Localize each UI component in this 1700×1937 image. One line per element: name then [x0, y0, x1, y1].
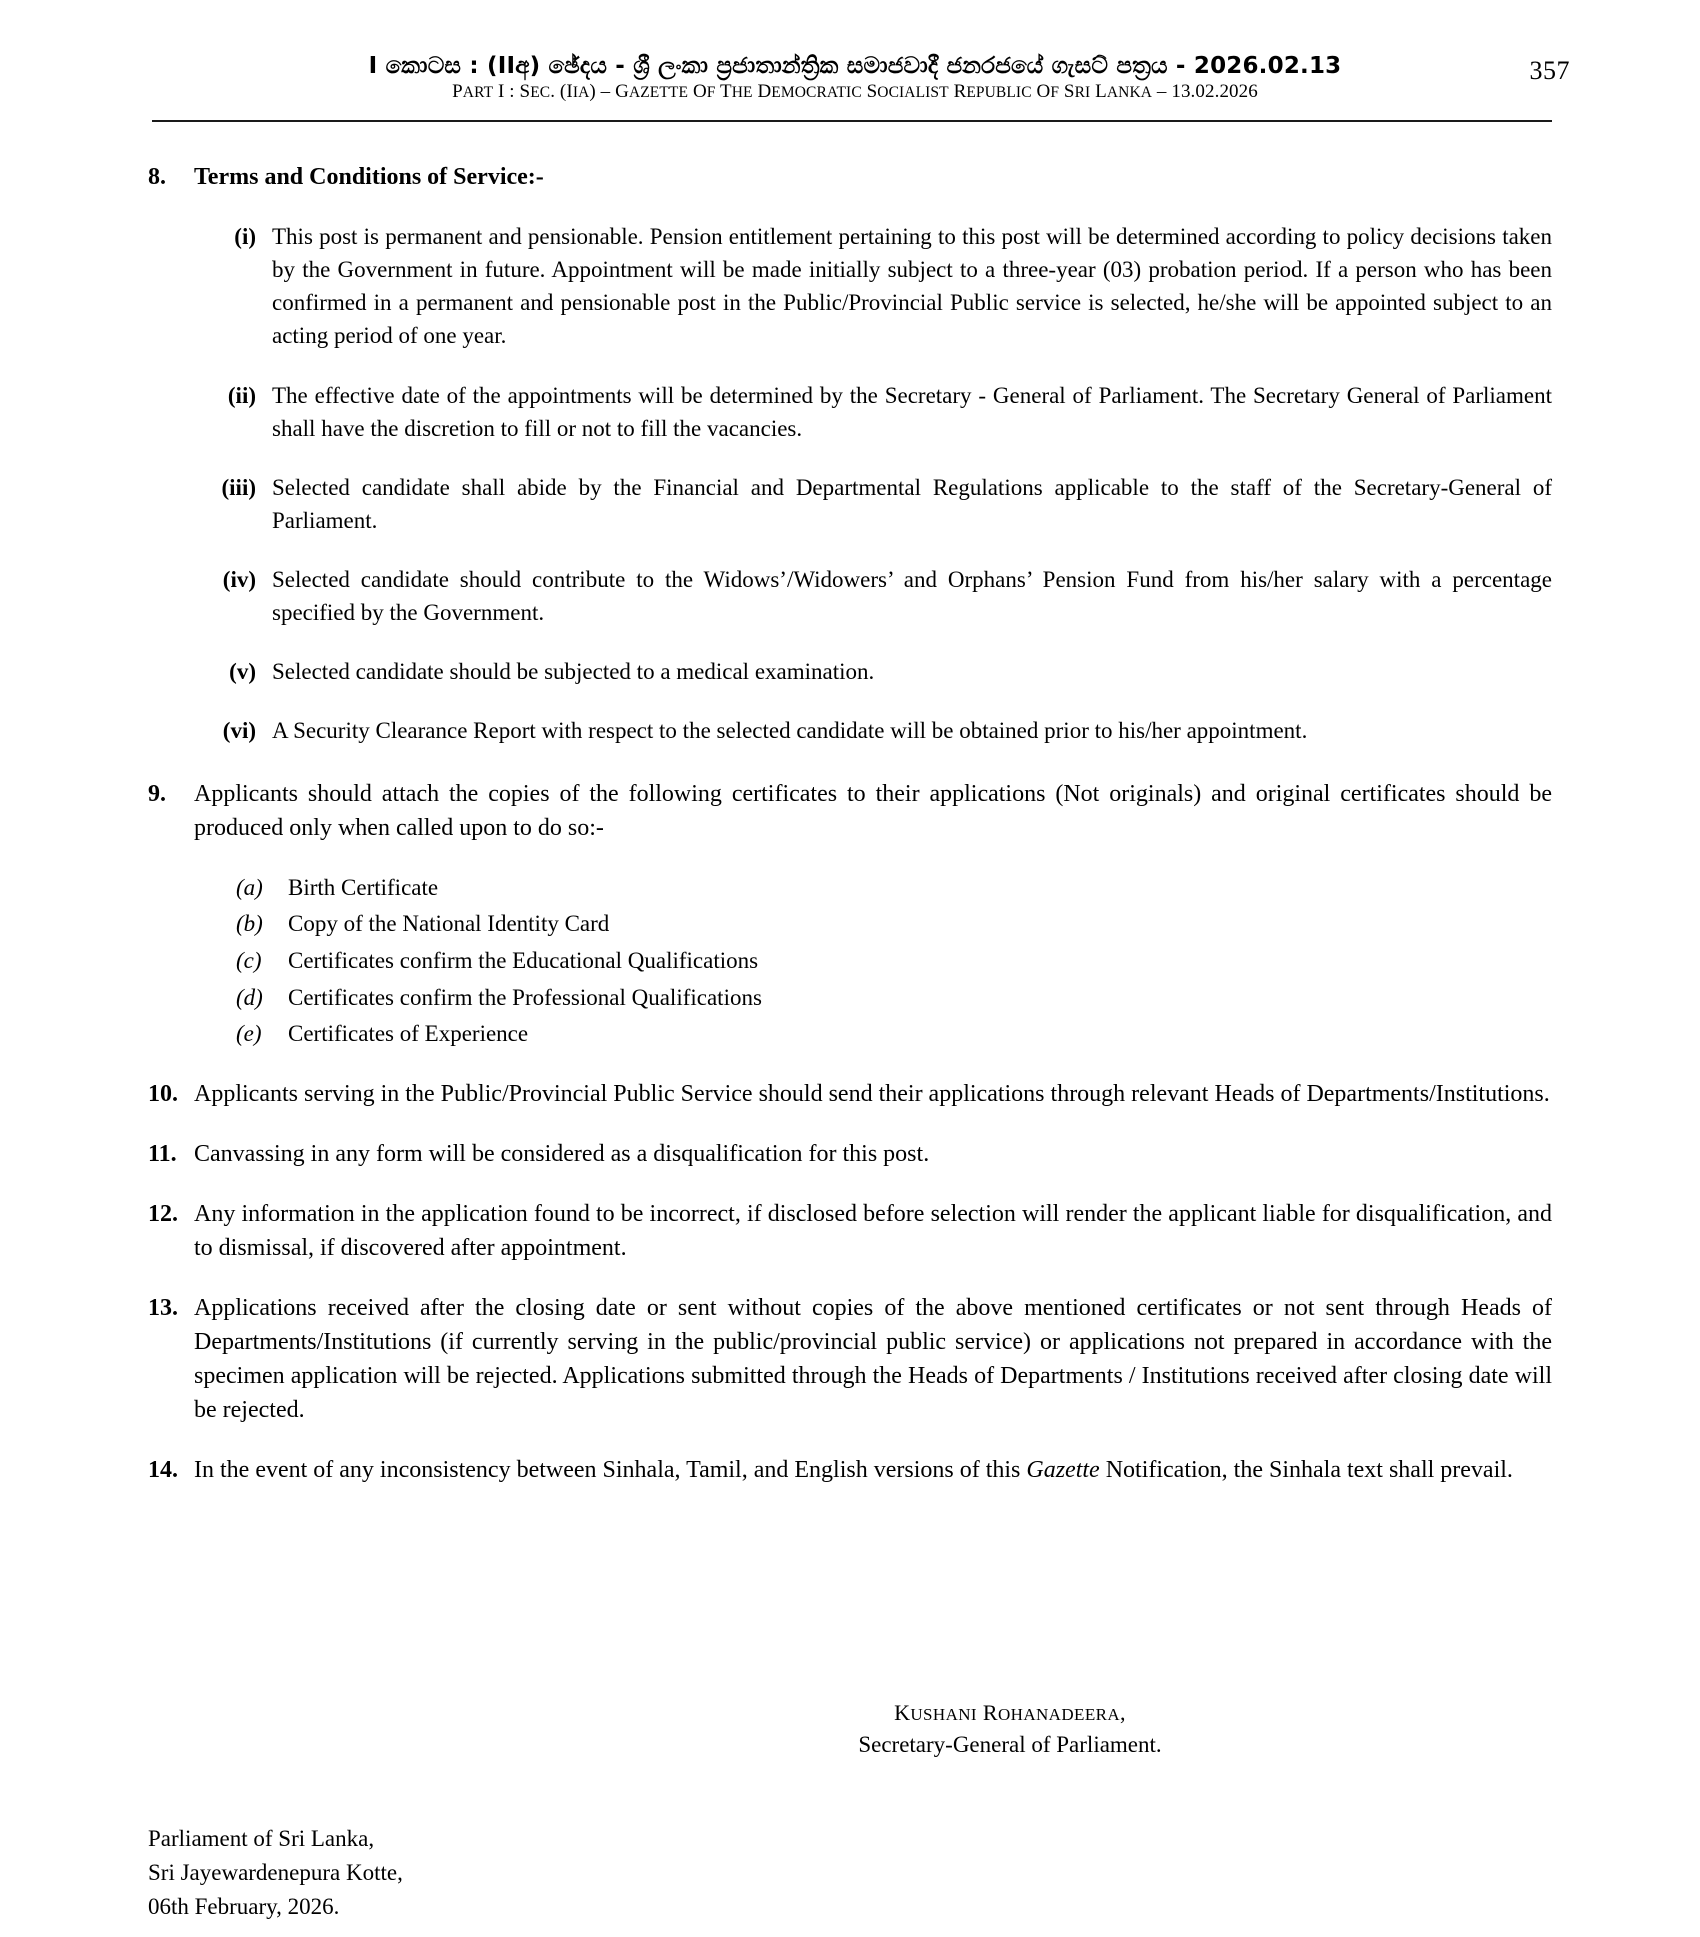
- header-english-title: PART I : SEC. (IIA) – GAZETTE OF THE DEMOCRATIC SOCIALIST REPUBLIC OF SRI LANKA – 13.02.2026: [452, 80, 1258, 102]
- section-11-marker: 11.: [148, 1140, 177, 1167]
- list-item: [236, 872, 1552, 905]
- list-item: [236, 945, 1552, 978]
- section-9-certificate-list: [236, 872, 1552, 1051]
- certificate-b-marker: (b): [236, 911, 263, 937]
- section-8-item-v-text: Selected candidate should be subjected to a medical examination.: [272, 659, 875, 685]
- certificate-c-label: Certificates confirm the Educational Qualifications: [288, 947, 759, 973]
- section-8-item-v-marker: (v): [229, 659, 256, 685]
- certificate-c-marker: (c): [236, 947, 262, 973]
- certificate-b-label: Copy of the National Identity Card: [288, 911, 610, 937]
- footer-line-1: Parliament of Sri Lanka,: [148, 1826, 375, 1851]
- section-9-marker: 9.: [148, 781, 166, 808]
- document-body: [148, 160, 1552, 1514]
- header-divider: [152, 120, 1552, 122]
- section-14-marker: 14.: [148, 1457, 178, 1484]
- section-14-emphasis: Gazette: [1026, 1457, 1100, 1484]
- section-11: [148, 1137, 1552, 1171]
- section-8-item-iv-text: Selected candidate should contribute to the Widows’/Widowers’ and Orphans’ Pension Fund from his/her salary with a percentage specified by the Government.: [272, 566, 1552, 626]
- section-11-text: Canvassing in any form will be considered as a disqualification for this post.: [194, 1140, 930, 1167]
- section-13-text: Applications received after the closing date or sent without copies of the above mentioned certificates or not sent through Heads of Departments/Institutions (if currently serving in the public/provincial public service) or applications not prepared in accordance with the specimen application will be rejected. Applications submitted through the Heads of Departments / Institutions received after closing date will be rejected.: [194, 1295, 1552, 1424]
- section-8-item-ii: [210, 379, 1552, 445]
- footer-address: [148, 1822, 403, 1924]
- list-item: [236, 982, 1552, 1015]
- section-8-title: Terms and Conditions of Service:-: [194, 164, 544, 190]
- section-8-roman-list: [210, 220, 1552, 747]
- header-bottom-row: [150, 81, 1560, 103]
- list-item: [236, 1018, 1552, 1051]
- section-8-item-vi: [210, 714, 1552, 747]
- signatory-name: KUSHANI ROHANADEERA,: [894, 1700, 1126, 1725]
- section-12-text: Any information in the application found to be incorrect, if disclosed before selection will render the applicant liable for disqualification, and to dismissal, if discovered after appointment.: [194, 1200, 1552, 1262]
- list-item: [236, 908, 1552, 941]
- section-10-text: Applicants serving in the Public/Provincial Public Service should send their applications through relevant Heads of Departments/Institutions.: [194, 1080, 1550, 1107]
- section-8-item-i-text: This post is permanent and pensionable. Pension entitlement pertaining to this post will be determined according to policy decisions taken by the Government in future. Appointment will be made initially subject to a three-year (03) probation period. If a person who has been confirmed in a permanent and pensionable post in the Public/Provincial Public service is selected, he/she will be appointed subject to an acting period of one year.: [272, 224, 1552, 349]
- section-8-item-ii-marker: (ii): [227, 382, 256, 408]
- section-8-item-iii: [210, 471, 1552, 537]
- section-14-text-before: In the event of any inconsistency between Sinhala, Tamil, and English versions of this: [194, 1457, 1027, 1484]
- section-8-item-iii-text: Selected candidate shall abide by the Financial and Departmental Regulations applicable to the staff of the Secretary-General of Parliament.: [272, 474, 1552, 533]
- header-top-row: [150, 52, 1570, 85]
- signature-block: [0, 1700, 1700, 1758]
- certificate-a-marker: (a): [236, 874, 263, 900]
- page-header: [150, 52, 1570, 103]
- section-10-marker: 10.: [148, 1080, 178, 1107]
- footer-line-2: Sri Jayewardenepura Kotte,: [148, 1860, 403, 1886]
- section-12: [148, 1197, 1552, 1265]
- certificate-a-label: Birth Certificate: [288, 874, 439, 900]
- section-14-text: [194, 1453, 1552, 1487]
- certificate-e-marker: (e): [236, 1021, 262, 1047]
- page-number: 357: [1529, 56, 1570, 85]
- section-9-text: Applicants should attach the copies of the following certificates to their applications (Not originals) and original certificates should be produced only when called upon to do so:-: [194, 781, 1552, 842]
- section-8-item-v: [210, 655, 1552, 688]
- section-8-item-iv-marker: (iv): [222, 566, 256, 592]
- section-14: [148, 1453, 1552, 1487]
- header-sinhala-title: I කොටස : (IIඅ) ඡේදය - ශ්‍රී ලංකා ප්‍රජාතාන්ත්‍රික සමාජවාදී ජනරජයේ ගැසට් පත්‍රය - 2026.02.13: [368, 53, 1342, 79]
- section-8-item-i: [210, 220, 1552, 352]
- signatory-role: Secretary-General of Parliament.: [858, 1732, 1162, 1757]
- section-14-text-after: Notification, the Sinhala text shall prevail.: [1099, 1457, 1513, 1484]
- section-8-item-iv: [210, 563, 1552, 629]
- section-8: [148, 160, 1552, 194]
- section-8-item-vi-marker: (vi): [222, 718, 256, 744]
- footer-line-3: 06th February, 2026.: [148, 1894, 340, 1920]
- section-10: [148, 1077, 1552, 1111]
- certificate-e-label: Certificates of Experience: [288, 1021, 529, 1047]
- section-13-marker: 13.: [148, 1295, 178, 1322]
- section-8-item-iii-marker: (iii): [221, 474, 256, 500]
- section-8-item-ii-text: The effective date of the appointments will be determined by the Secretary - General of Parliament. The Secretary General of Parliament shall have the discretion to fill or not to fill the vacancies.: [272, 382, 1552, 441]
- section-8-item-i-marker: (i): [234, 224, 256, 250]
- section-12-marker: 12.: [148, 1200, 178, 1227]
- section-13: [148, 1291, 1552, 1427]
- certificate-d-label: Certificates confirm the Professional Qualifications: [288, 984, 762, 1010]
- certificate-d-marker: (d): [236, 984, 263, 1010]
- section-8-marker: 8.: [148, 164, 166, 190]
- section-8-item-vi-text: A Security Clearance Report with respect to the selected candidate will be obtained prior to his/her appointment.: [272, 718, 1308, 744]
- section-9: [148, 777, 1552, 845]
